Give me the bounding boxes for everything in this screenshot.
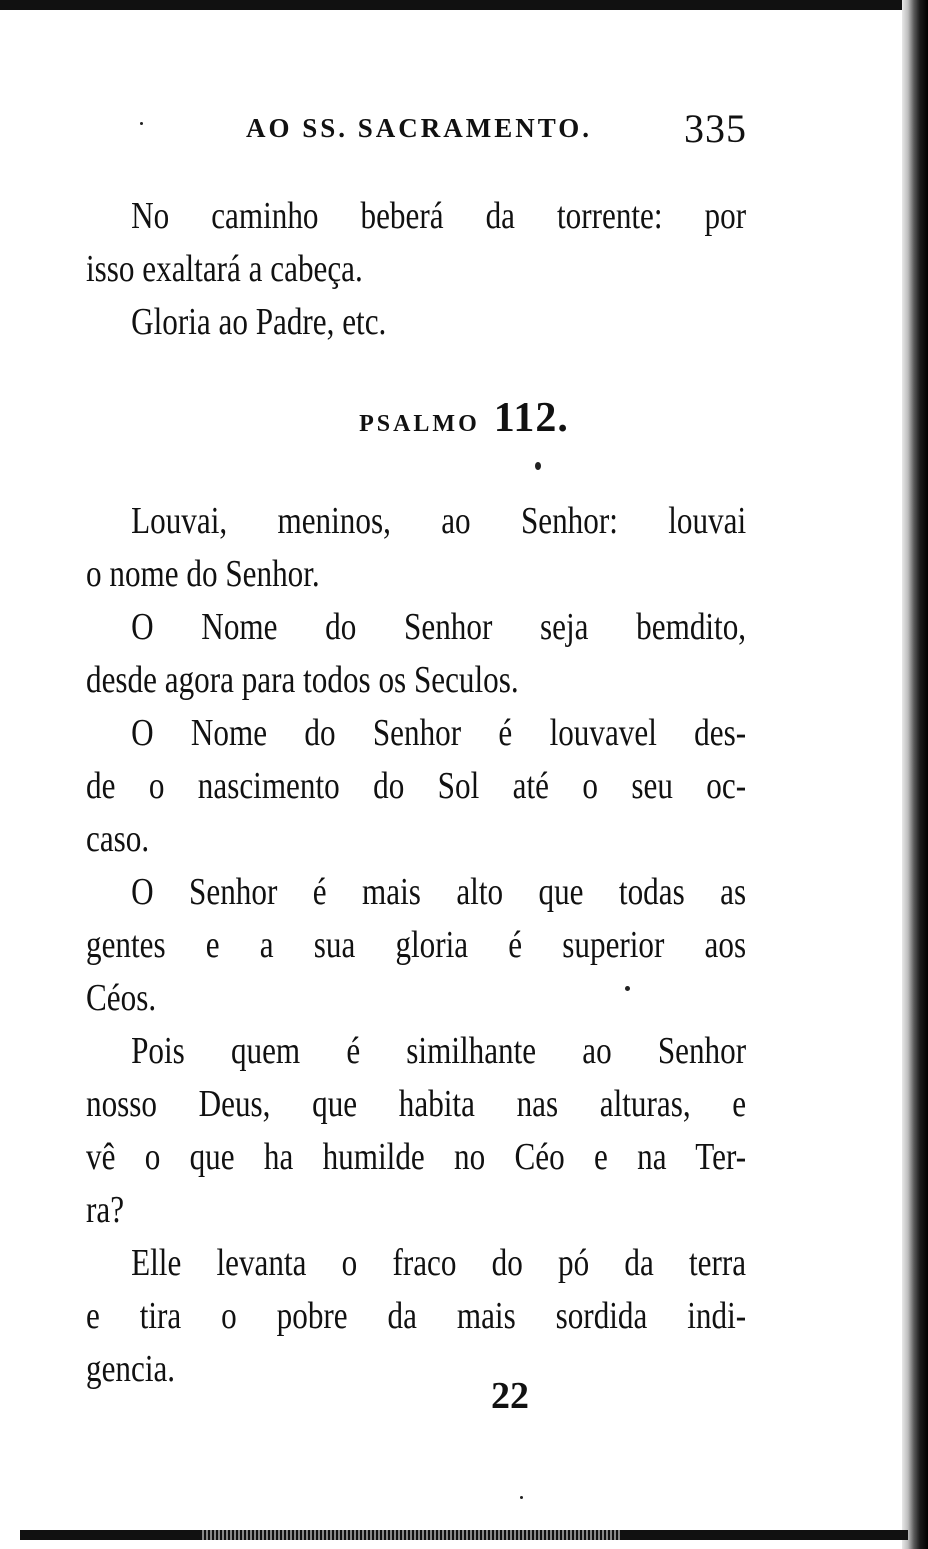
ink-speck <box>625 986 630 991</box>
psalm-word: PSALMO <box>359 411 480 437</box>
page-number: 335 <box>684 106 747 151</box>
page-edge-bottom-texture <box>200 1530 620 1540</box>
text-line: vê o que ha humilde no Céo e na Ter- <box>86 1136 747 1178</box>
text-line: No caminho beberá da torrente: por <box>131 195 747 237</box>
text-line: caso. <box>86 818 150 860</box>
text-line: Pois quem é similhante ao Senhor <box>131 1030 747 1072</box>
text-line: de o nascimento do Sol até o seu oc- <box>86 765 747 807</box>
text-line: desde agora para todos os Seculos. <box>86 659 519 701</box>
ink-speck <box>520 1496 523 1499</box>
page-edge-top <box>0 0 905 10</box>
text-line: O Nome do Senhor é louvavel des- <box>131 712 747 754</box>
text-line: gencia. <box>86 1348 176 1390</box>
text-line: e tira o pobre da mais sordida indi- <box>86 1295 747 1337</box>
text-line: Elle levanta o fraco do pó da terra <box>131 1242 747 1284</box>
psalm-number: 112. <box>493 395 569 441</box>
running-head <box>0 105 928 155</box>
signature-mark: 22 <box>491 1375 529 1417</box>
text-line: Gloria ao Padre, etc. <box>131 301 387 343</box>
text-line: o nome do Senhor. <box>86 553 320 595</box>
ink-speck <box>140 122 143 125</box>
psalm-heading <box>0 394 928 442</box>
text-line: O Nome do Senhor seja bemdito, <box>131 606 747 648</box>
text-line: nosso Deus, que habita nas alturas, e <box>86 1083 747 1125</box>
text-line: gentes e a sua gloria é superior aos <box>86 924 747 966</box>
text-line: O Senhor é mais alto que todas as <box>131 871 747 913</box>
text-line: Céos. <box>86 977 157 1019</box>
ink-speck <box>535 462 541 470</box>
text-line: ra? <box>86 1189 125 1231</box>
page-edge-right <box>902 0 928 1549</box>
running-title: AO SS. SACRAMENTO. <box>246 113 593 143</box>
top-paragraph <box>86 190 747 349</box>
psalm-body <box>86 495 747 1396</box>
text-line: Louvai, meninos, ao Senhor: louvai <box>131 500 747 542</box>
text-line: isso exaltará a cabeça. <box>86 248 363 290</box>
